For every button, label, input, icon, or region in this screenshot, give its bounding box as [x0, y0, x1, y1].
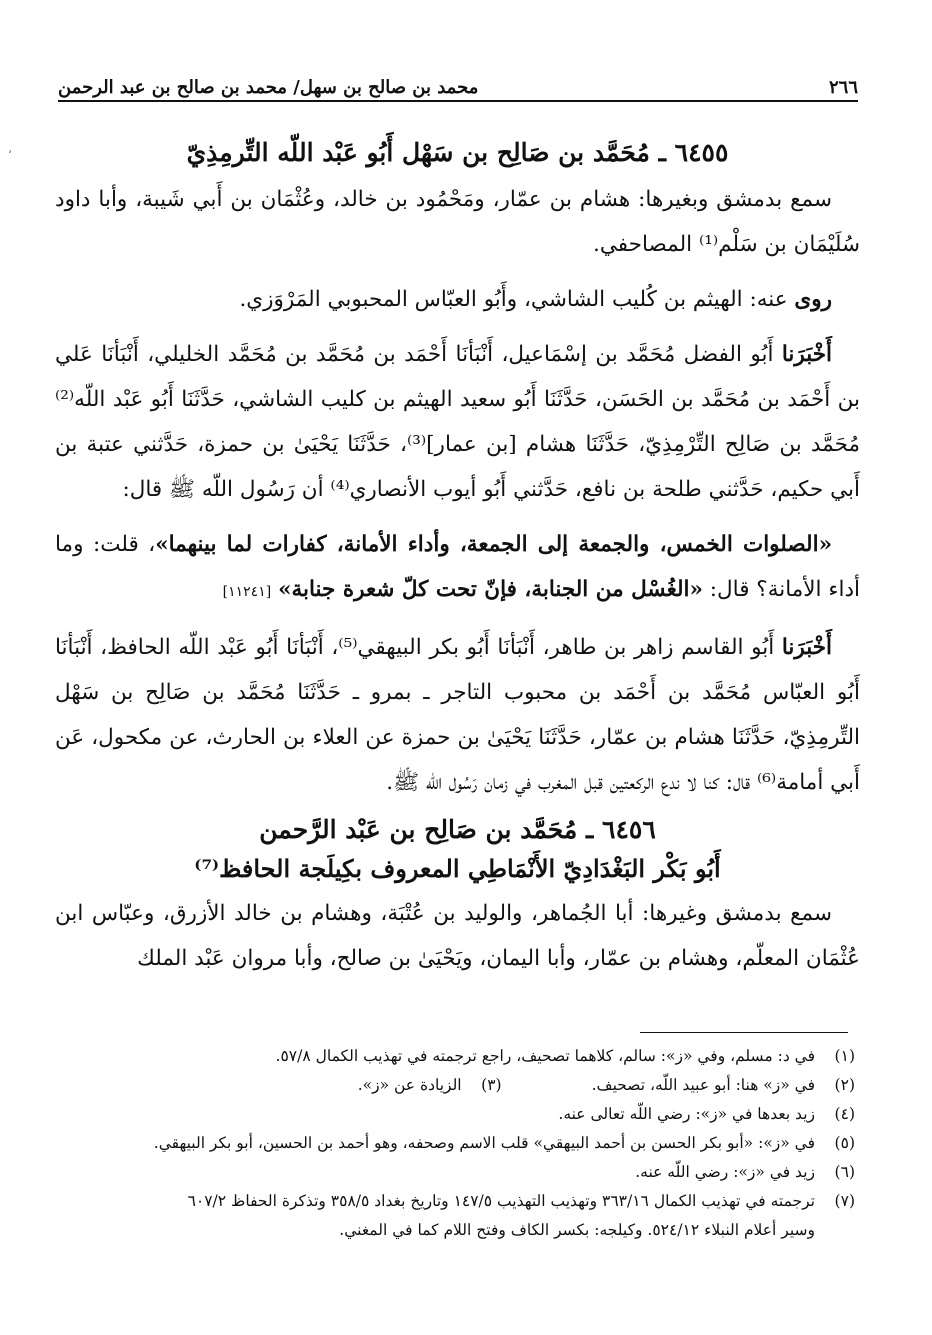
- narrated-label: روى: [794, 287, 832, 312]
- margin-mark: ʻ: [8, 148, 12, 162]
- answer-ref: [١١٢٤١]: [222, 584, 272, 600]
- narrated-text: عنه: الهيثم بن كُليب الشاشي، وأَبُو العبّاس المحبوبي المَرْوَزي.: [239, 287, 788, 312]
- footnote-4: [55, 1100, 855, 1129]
- footnote-number: (٦): [834, 1163, 855, 1181]
- footnote-1: [55, 1042, 855, 1071]
- running-title: محمد بن صالح بن سهل/ محمد بن صالح بن عبد الرحمن: [58, 77, 479, 98]
- header-rule: [58, 100, 858, 102]
- footnote-number: (١): [834, 1047, 855, 1065]
- footnotes: [55, 1042, 855, 1245]
- footnote-number: (٢): [834, 1076, 855, 1094]
- footnote-number: (٧): [834, 1192, 855, 1210]
- hadith-text: «الصلوات الخمس، والجمعة إلى الجمعة، وأداء الأمانة، كفارات لما بينهما»: [155, 532, 833, 557]
- footnote-text: في «ز» هنا: أبو عبيد اللّه، تصحيف.: [591, 1076, 815, 1094]
- footnote-text: زيد في «ز»: رضي اللّه عنه.: [635, 1163, 815, 1181]
- narrated-paragraph: [55, 277, 860, 322]
- page-number: ٢٦٦: [828, 77, 858, 98]
- footnote-row-2-3: [55, 1071, 855, 1100]
- footnote-number: (٤): [834, 1105, 855, 1123]
- footnote-number: (٥): [834, 1134, 855, 1152]
- isnad-text: أَبُو الفضل مُحَمَّد بن إسْمَاعيل، أَنْبَأنَا أَحْمَد بن مُحَمَّد بن مُحَمَّد الخليلي، أَنْبَأنَا عَلي بن أَحْمَد بن مُحَمَّد بن الحَسَن، حَدَّثَنَا أَبُو سعيد الهيثم بن كليب الشاشي، حَدَّثَنَا أَبُو عَبْد اللّه⁽²⁾ مُحَمَّد بن صَالِح التِّرْمِذِيّ، حَدَّثَنَا هشام [بن عمار]⁽³⁾، حَدَّثَنَا يَحْيَىٰ بن حمزة، حَدَّثني عتبة بن أَبي حكيم، حَدَّثني طلحة بن نافع، حَدَّثني أَبُو أيوب الأنصاري⁽⁴⁾ أن رَسُول اللّه ﷺ قال:: [55, 342, 860, 502]
- footnote-text: في «ز»: «أبو بكر الحسن بن أحمد البيهقي» قلب الاسم وصحفه، وهو أحمد بن الحسين، أبو بكر البيهقي.: [153, 1134, 815, 1152]
- answer-text: «الغُسْل من الجنابة، فإنّ تحت كلّ شعرة جنابة»: [278, 577, 703, 602]
- isnad-paragraph: [55, 332, 860, 512]
- question-text: ، قلت: وما أداء الأمانة؟ قال:: [55, 532, 860, 602]
- running-header: [58, 64, 858, 98]
- footnote-text: زيد بعدها في «ز»: رضي اللّه تعالى عنه.: [558, 1105, 815, 1123]
- heard-text: سمع بدمشق وبغيرها: هشام بن عمّار، ومَحْمُود بن خالد، وعُثْمَان بن أَبي شَيبة، وأبا داود سُلَيْمَان بن سَلْم⁽¹⁾ المصاحفي.: [55, 187, 860, 257]
- footnote-7: [55, 1187, 855, 1216]
- footnote-6: [55, 1158, 855, 1187]
- footnote-5: [55, 1129, 855, 1158]
- footnote-3: [358, 1071, 502, 1100]
- footnote-text: الزيادة عن «ز».: [357, 1076, 462, 1094]
- footnote-number: (٣): [481, 1076, 502, 1094]
- footnote-2: [592, 1071, 855, 1100]
- heard2-text: سمع بدمشق وغيرها: أبا الجُماهر، والوليد بن عُتْبَة، وهشام بن خالد الأزرق، وعبّاس ابن عُثْمَان المعلّم، وهشام بن عمّار، وأبا اليمان، ويَحْيَىٰ بن صالح، وأبا مروان عَبْد الملك: [55, 901, 860, 971]
- isnad-label: أَخْبَرَنا: [781, 342, 832, 367]
- hadith-paragraph: [55, 522, 860, 615]
- isnad2-text: أَبُو القاسم زاهر بن طاهر، أَنْبَأنَا أَبُو بكر البيهقي⁽⁵⁾، أَنْبَأنَا أَبُو عَبْد اللّه الحافظ، أَنْبَأنَا أَبُو العبّاس مُحَمَّد بن أَحْمَد بن محبوب التاجر ـ بمرو ـ حَدَّثَنَا مُحَمَّد بن صَالِح بن سَهْل التِّرمِذِيّ، حَدَّثَنَا هشام بن عمّار، حَدَّثَنَا يَحْيَىٰ بن حمزة عن العلاء بن الحارث، عن مكحول، عَن أَبي أمامة⁽⁶⁾ قال: كنا لا ندع الركعتين قبل المغرب في زمان رَسُول اللّه ﷺ.: [55, 635, 860, 795]
- heard2-paragraph: [55, 891, 860, 981]
- isnad2-paragraph: [55, 625, 860, 805]
- footnote-7-continuation: وسير أعلام النبلاء ٥٢٤/١٢. وكيلجه: بكسر الكاف وفتح اللام كما في المغني.: [339, 1221, 815, 1239]
- entry-subtitle-6456: أَبُو بَكْر البَغْدَادِيّ الأَنْمَاطِي المعروف بكِيلَجة الحافظ⁽⁷⁾: [194, 854, 721, 883]
- entry-title-6455: ٦٤٥٥ ـ مُحَمَّد بن صَالِح بن سَهْل أَبُو عَبْد اللّه التِّرمِذِيّ: [186, 138, 729, 167]
- entry-title-6456: ٦٤٥٦ ـ مُحَمَّد بن صَالِح بن عَبْد الرَّحمن: [259, 815, 656, 844]
- main-text: [55, 138, 860, 991]
- footnote-text: ترجمته في تهذيب الكمال ٣٦٣/١٦ وتهذيب التهذيب ١٤٧/٥ وتاريخ بغداد ٣٥٨/٥ وتذكرة الحفاظ ٦٠٧/٢: [187, 1192, 815, 1210]
- footnote-rule: [640, 1032, 848, 1033]
- footnote-text: في د: مسلم، وفي «ز»: سالم، كلاهما تصحيف، راجع ترجمته في تهذيب الكمال ٥٧/٨.: [275, 1047, 815, 1065]
- heard-paragraph: [55, 177, 860, 267]
- isnad2-label: أَخْبَرَنا: [781, 635, 832, 660]
